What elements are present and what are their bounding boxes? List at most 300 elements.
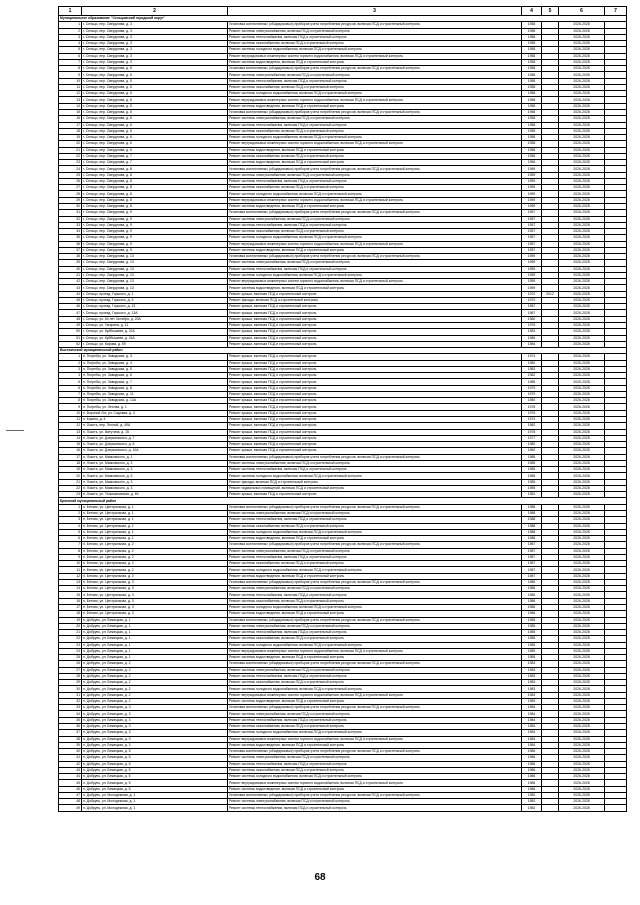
work-type-cell: Ремонт системы электроснабжения, включая ПСД и строительный контроль: [228, 586, 522, 592]
planned-period-cell: 2026-2028: [559, 122, 605, 128]
address-cell: п. Добрунь, ул. Бежецкая, д. 3: [82, 736, 228, 742]
planned-period-cell: 2026-2028: [559, 648, 605, 654]
address-cell: г. Сельцо, пер. Свердлова, д. 13: [82, 285, 228, 291]
row-number: 23: [59, 642, 82, 648]
planned-period-cell: 2026-2028: [559, 561, 605, 567]
work-type-cell: Ремонт крыши, включая ПСД и строительный контроль: [228, 410, 522, 416]
work-type-cell: Ремонт системы водоотведения, включая ПСД и строительный контроль: [228, 573, 522, 579]
row-number: 3: [59, 34, 82, 40]
planned-period-cell: 2026-2028: [559, 254, 605, 260]
work-type-cell: Ремонт крыши, включая ПСД и строительный контроль: [228, 385, 522, 391]
work-type-cell: Ремонт внутридомовых инженерных систем горячего водоснабжения, включая ПСД и строительный контроль: [228, 692, 522, 698]
row-number: 32: [59, 216, 82, 222]
row-number: 2: [59, 28, 82, 34]
address-cell: п. Локоть, ул. Тельмановская, д. 60: [82, 492, 228, 498]
row-number: 49: [59, 805, 82, 811]
address-cell: г. Сельцо, проезд. Горького, д. 3: [82, 297, 228, 303]
row-number: 30: [59, 686, 82, 692]
work-type-cell: Ремонт крыши, включая ПСД и строительный контроль: [228, 360, 522, 366]
row-number: 8: [59, 548, 82, 554]
work-type-cell: Ремонт крыши, включая ПСД и строительный контроль: [228, 404, 522, 410]
row-number: 52: [59, 341, 82, 347]
work-type-cell: Ремонт системы водоотведения, включая ПСД и строительный контроль: [228, 285, 522, 291]
planned-period-cell: 2026-2028: [559, 191, 605, 197]
year-built-cell: 1957: [522, 229, 542, 235]
year-built-cell: 1958: [522, 97, 542, 103]
planned-period-cell: 2026-2028: [559, 454, 605, 460]
address-cell: п. Локоть, ул. Дзержинского, д. 7: [82, 435, 228, 441]
row-number: 33: [59, 222, 82, 228]
year-built-cell: 1983: [522, 680, 542, 686]
row-number: 16: [59, 116, 82, 122]
work-type-cell: Ремонт системы электроснабжения, включая ПСД и строительный контроль: [228, 72, 522, 78]
work-type-cell: Ремонт системы газоснабжения, включая ПСД и строительный контроль: [228, 153, 522, 159]
year-built-cell: 1970: [522, 291, 542, 297]
year-built-cell: 1958: [522, 28, 542, 34]
planned-period-cell: 2026-2028: [559, 329, 605, 335]
planned-period-cell: 2026-2028: [559, 316, 605, 322]
address-cell: п. Локоть, ул. Маяковского, д. 3: [82, 460, 228, 466]
row-number: 6: [59, 536, 82, 542]
year-built-cell: 1959: [522, 254, 542, 260]
row-number: 4: [59, 41, 82, 47]
address-cell: г. Сельцо, пер. Свердлова, д. 8: [82, 178, 228, 184]
planned-period-cell: 2026-2028: [559, 141, 605, 147]
work-type-cell: Ремонт системы газоснабжения, включая ПСД и строительный контроль: [228, 561, 522, 567]
year-built-cell: 1986: [522, 786, 542, 792]
row-number: 34: [59, 711, 82, 717]
planned-period-cell: 2026-2028: [559, 366, 605, 372]
year-built-cell: 1983: [522, 667, 542, 673]
planned-period-cell: 2026-2028: [559, 178, 605, 184]
work-type-cell: Ремонт системы холодного водоснабжения, включая ПСД и строительный контроль: [228, 272, 522, 278]
row-number: 19: [59, 617, 82, 623]
row-number: 19: [59, 467, 82, 473]
row-number: 22: [59, 636, 82, 642]
work-type-cell: Установка коллективных (общедомовых) приборов учета потребления ресурсов, включая ПСД и строительный контроль: [228, 454, 522, 460]
row-number: 31: [59, 210, 82, 216]
planned-period-cell: 2026-2028: [559, 467, 605, 473]
address-cell: п. Погребы, ул. Заводская, д. 8: [82, 385, 228, 391]
address-cell: г. Сельцо, ул. Куйбышева, д. 22А: [82, 329, 228, 335]
row-number: 14: [59, 435, 82, 441]
work-type-cell: Ремонт системы газоснабжения, включая ПСД и строительный контроль: [228, 724, 522, 730]
year-built-cell: 1980: [522, 442, 542, 448]
work-type-cell: Ремонт внутридомовых инженерных систем горячего водоснабжения, включая ПСД и строительный контроль: [228, 141, 522, 147]
address-cell: г. Сельцо, пер. Свердлова, д. 5: [82, 66, 228, 72]
work-type-cell: Установка коллективных (общедомовых) приборов учета потребления ресурсов, включая ПСД и строительный контроль: [228, 22, 522, 28]
address-cell: п. Погребы, ул. Заводская, д. 13А: [82, 398, 228, 404]
work-type-cell: Ремонт крыши, включая ПСД и строительный контроль: [228, 448, 522, 454]
year-built-cell: 1974: [522, 354, 542, 360]
work-type-cell: Ремонт системы холодного водоснабжения, включая ПСД и строительный контроль: [228, 135, 522, 141]
planned-period-cell: 2026-2028: [559, 510, 605, 516]
year-built-cell: 1958: [522, 78, 542, 84]
planned-period-cell: 2026-2028: [559, 373, 605, 379]
work-type-cell: Установка коллективных (общедомовых) приборов учета потребления ресурсов, включая ПСД и строительный контроль: [228, 661, 522, 667]
planned-period-cell: 2026-2028: [559, 786, 605, 792]
planned-period-cell: 2026-2028: [559, 310, 605, 316]
address-cell: п. Добрунь, ул. Бежецкая, д. 3: [82, 705, 228, 711]
planned-period-cell: 2026-2028: [559, 774, 605, 780]
work-type-cell: Ремонт крыши, включая ПСД и строительный контроль: [228, 310, 522, 316]
year-built-cell: 1980: [522, 398, 542, 404]
row-number: 24: [59, 166, 82, 172]
row-number: 13: [59, 429, 82, 435]
work-type-cell: Ремонт системы теплоснабжения, включая ПСД и строительный контроль: [228, 467, 522, 473]
year-built-cell: 1957: [522, 235, 542, 241]
work-type-cell: Установка коллективных (общедомовых) приборов учета потребления ресурсов, включая ПСД и строительный контроль: [228, 749, 522, 755]
planned-period-cell: 2026-2028: [559, 686, 605, 692]
address-cell: г. Сельцо, пер. Свердлова, д. 3: [82, 53, 228, 59]
year-built-cell: 1984: [522, 341, 542, 347]
planned-period-cell: 2026-2028: [559, 379, 605, 385]
work-type-cell: Ремонт внутридомовых инженерных систем горячего водоснабжения, включая ПСД и строительный контроль: [228, 97, 522, 103]
planned-period-cell: 2026-2028: [559, 385, 605, 391]
planned-period-cell: 2026-2028: [559, 203, 605, 209]
work-type-cell: Ремонт крыши, включая ПСД и строительный контроль: [228, 417, 522, 423]
address-cell: г. Сельцо, проезд. Горького, д. 13: [82, 304, 228, 310]
year-built-cell: 1985: [522, 454, 542, 460]
work-type-cell: Ремонт системы холодного водоснабжения, включая ПСД и строительный контроль: [228, 642, 522, 648]
address-cell: п. Добрунь, ул. Бежецкая, д. 3: [82, 730, 228, 736]
row-number: 38: [59, 736, 82, 742]
year-built-cell: 1987: [522, 573, 542, 579]
address-cell: п. Добрунь, ул. Бежецкая, д. 5: [82, 786, 228, 792]
row-number: 26: [59, 661, 82, 667]
column-number-header: 3: [228, 7, 522, 16]
planned-period-cell: 2026-2028: [559, 536, 605, 542]
row-number: 3: [59, 517, 82, 523]
address-cell: г. Сельцо, пер. Свердлова, д. 6: [82, 109, 228, 115]
planned-period-cell: 2026-2028: [559, 404, 605, 410]
year-built-cell: 1986: [522, 749, 542, 755]
work-type-cell: Ремонт системы водоотведения, включая ПСД и строительный контроль: [228, 698, 522, 704]
year-built-cell: 1983: [522, 692, 542, 698]
planned-period-cell: 2026-2028: [559, 517, 605, 523]
row-number: 23: [59, 492, 82, 498]
year-built-cell: 1985: [522, 623, 542, 629]
work-type-cell: Ремонт системы газоснабжения, включая ПСД и строительный контроль: [228, 229, 522, 235]
row-number: 8: [59, 66, 82, 72]
address-cell: п. Бетово, ул. Центральная, д. 2: [82, 554, 228, 560]
year-built-cell: 1976: [522, 323, 542, 329]
address-cell: п. Локоть, ул. Дзержинского, д. 8: [82, 442, 228, 448]
year-built-cell: 1982: [522, 448, 542, 454]
work-type-cell: Ремонт системы электроснабжения, включая ПСД и строительный контроль: [228, 548, 522, 554]
year-built-cell: 1958: [522, 59, 542, 65]
planned-period-cell: 2026-2028: [559, 611, 605, 617]
work-type-cell: Ремонт крыши, включая ПСД и строительный контроль: [228, 291, 522, 297]
row-number: 20: [59, 623, 82, 629]
address-cell: п. Кокино, д. 4: [82, 417, 228, 423]
address-cell: п. Бетово, ул. Центральная, д. 3: [82, 598, 228, 604]
row-number: 45: [59, 297, 82, 303]
row-number: 15: [59, 109, 82, 115]
row-number: 34: [59, 229, 82, 235]
row-number: 41: [59, 272, 82, 278]
planned-period-cell: 2026-2028: [559, 109, 605, 115]
planned-period-cell: 2026-2028: [559, 448, 605, 454]
planned-period-cell: 2026-2028: [559, 692, 605, 698]
planned-period-cell: 2026-2028: [559, 460, 605, 466]
work-type-cell: Установка коллективных (общедомовых) приборов учета потребления ресурсов, включая ПСД и строительный контроль: [228, 542, 522, 548]
planned-period-cell: 2026-2028: [559, 279, 605, 285]
row-number: 37: [59, 730, 82, 736]
work-type-cell: Ремонт крыши, включая ПСД и строительный контроль: [228, 316, 522, 322]
planned-period-cell: 2026-2028: [559, 680, 605, 686]
work-type-cell: Ремонт крыши, включая ПСД и строительный контроль: [228, 442, 522, 448]
planned-period-cell: 2026-2028: [559, 304, 605, 310]
planned-period-cell: 2026-2028: [559, 429, 605, 435]
year-built-cell: 1956: [522, 153, 542, 159]
row-number: 46: [59, 786, 82, 792]
work-type-cell: Ремонт системы газоснабжения, включая ПСД и строительный контроль: [228, 680, 522, 686]
address-cell: г. Сельцо, пер. Свердлова, д. 9: [82, 210, 228, 216]
year-built-cell: 1983: [522, 686, 542, 692]
address-cell: г. Сельцо, ул. Куйбышева, д. 24А: [82, 335, 228, 341]
work-type-cell: Ремонт крыши, включая ПСД и строительный контроль: [228, 329, 522, 335]
row-number: 1: [59, 354, 82, 360]
section-title: Муниципальное образование "Сельцовский городской округ": [59, 16, 627, 22]
year-built-cell: 1986: [522, 592, 542, 598]
row-number: 1: [59, 22, 82, 28]
year-built-cell: 1958: [522, 109, 542, 115]
row-number: 13: [59, 97, 82, 103]
work-type-cell: Ремонт системы электроснабжения, включая ПСД и строительный контроль: [228, 116, 522, 122]
work-type-cell: Ремонт системы водоотведения, включая ПСД и строительный контроль: [228, 655, 522, 661]
year-built-cell: 1958: [522, 53, 542, 59]
year-built-cell: 1987: [522, 542, 542, 548]
year-built-cell: 1984: [522, 730, 542, 736]
planned-period-cell: 2026-2028: [559, 630, 605, 636]
work-type-cell: Ремонт системы теплоснабжения, включая ПСД и строительный контроль: [228, 178, 522, 184]
note-cell: [605, 805, 627, 811]
address-cell: г. Сельцо, пер. Свердлова, д. 9: [82, 216, 228, 222]
planned-period-cell: 2026-2028: [559, 792, 605, 798]
work-type-cell: Ремонт системы теплоснабжения, включая ПСД и строительный контроль: [228, 554, 522, 560]
row-number: 3: [59, 366, 82, 372]
work-type-cell: Ремонт системы теплоснабжения, включая ПСД и строительный контроль: [228, 222, 522, 228]
year-built-cell: 1984: [522, 717, 542, 723]
planned-period-cell: 2026-2028: [559, 623, 605, 629]
work-type-cell: Ремонт системы газоснабжения, включая ПСД и строительный контроль: [228, 84, 522, 90]
row-number: 17: [59, 454, 82, 460]
address-cell: п. Добрунь, ул. Бежецкая, д. 1: [82, 655, 228, 661]
year-built-cell: 1974: [522, 417, 542, 423]
planned-period-cell: 2026-2028: [559, 266, 605, 272]
year-built-cell: 1959: [522, 279, 542, 285]
renovation-schedule-table: [58, 6, 627, 812]
planned-period-cell: 2026-2028: [559, 504, 605, 510]
row-number: 7: [59, 391, 82, 397]
address-cell: п. Вороной Лог, ул. Садовая, д. 4: [82, 410, 228, 416]
address-cell: г. Сельцо, ул. Гагарина, д. 11: [82, 323, 228, 329]
row-number: 31: [59, 692, 82, 698]
address-cell: г. Сельцо, пер. Свердлова, д. 13: [82, 260, 228, 266]
work-type-cell: Ремонт системы водоотведения, включая ПСД и строительный контроль: [228, 742, 522, 748]
row-number: 6: [59, 53, 82, 59]
row-number: 20: [59, 141, 82, 147]
row-number: 21: [59, 630, 82, 636]
year-built-cell: 1983: [522, 329, 542, 335]
planned-period-cell: 2026-2028: [559, 47, 605, 53]
year-built-cell: 1983: [522, 698, 542, 704]
work-type-cell: Ремонт системы холодного водоснабжения, включая ПСД и строительный контроль: [228, 473, 522, 479]
planned-period-cell: 2026-2028: [559, 667, 605, 673]
year-built-cell: 1985: [522, 379, 542, 385]
year-built-cell: 1985: [522, 648, 542, 654]
work-type-cell: Установка коллективных (общедомовых) приборов учета потребления ресурсов, включая ПСД и строительный контроль: [228, 210, 522, 216]
row-number: 19: [59, 135, 82, 141]
planned-period-cell: 2026-2028: [559, 210, 605, 216]
address-cell: п. Бетово, ул. Центральная, д. 3: [82, 611, 228, 617]
address-cell: п. Добрунь, ул. Бежецкая, д. 3: [82, 711, 228, 717]
year-built-cell: 1986: [522, 598, 542, 604]
year-built-cell: 1984: [522, 736, 542, 742]
year-built-cell: 1985: [522, 460, 542, 466]
year-built-cell: 1985: [522, 617, 542, 623]
work-type-cell: Ремонт системы холодного водоснабжения, включая ПСД и строительный контроль: [228, 529, 522, 535]
year-built-cell: 1982: [522, 792, 542, 798]
address-cell: п. Бетово, ул. Центральная, д. 2: [82, 561, 228, 567]
planned-period-cell: 2026-2028: [559, 260, 605, 266]
address-cell: п. Локоть, ул. Дзержинского, д. 10А: [82, 448, 228, 454]
row-number: 36: [59, 724, 82, 730]
address-cell: п. Добрунь, ул. Бежецкая, д. 5: [82, 774, 228, 780]
address-cell: п. Бетово, ул. Центральная, д. 1: [82, 517, 228, 523]
year-built-cell: 1984: [522, 742, 542, 748]
year-built-cell: 1986: [522, 579, 542, 585]
address-cell: г. Сельцо, пер. Свердлова, д. 5: [82, 91, 228, 97]
row-number: 27: [59, 185, 82, 191]
work-type-cell: Установка коллективных (общедомовых) приборов учета потребления ресурсов, включая ПСД и строительный контроль: [228, 166, 522, 172]
address-cell: г. Сельцо, пер. Свердлова, д. 5: [82, 103, 228, 109]
planned-period-cell: 2026-2028: [559, 529, 605, 535]
year-built-cell: 1986: [522, 780, 542, 786]
planned-period-cell: 2026-2028: [559, 417, 605, 423]
work-type-cell: Ремонт системы водоотведения, включая ПСД и строительный контроль: [228, 611, 522, 617]
year-built-cell: 1956: [522, 160, 542, 166]
planned-period-cell: 2026-2028: [559, 548, 605, 554]
planned-period-cell: 2026-2028: [559, 116, 605, 122]
address-cell: г. Сельцо, пер. Свердлова, д. 9: [82, 229, 228, 235]
address-cell: г. Сельцо, пер. Свердлова, д. 3: [82, 34, 228, 40]
address-cell: г. Сельцо, пер. Свердлова, д. 5: [82, 84, 228, 90]
planned-period-cell: 2026-2028: [559, 323, 605, 329]
row-number: 17: [59, 604, 82, 610]
row-number: 29: [59, 680, 82, 686]
planned-period-cell: 2026-2028: [559, 523, 605, 529]
row-number: 16: [59, 598, 82, 604]
row-number: 4: [59, 373, 82, 379]
address-cell: г. Сельцо, пер. Свердлова, д. 3: [82, 47, 228, 53]
last-repair-year-cell: [542, 805, 559, 811]
column-number-header: 6: [559, 7, 605, 16]
planned-period-cell: 2026-2028: [559, 442, 605, 448]
row-number: 37: [59, 247, 82, 253]
planned-period-cell: 2026-2028: [559, 604, 605, 610]
work-type-cell: Ремонт внутридомовых инженерных систем горячего водоснабжения, включая ПСД и строительный контроль: [228, 279, 522, 285]
year-built-cell: 1983: [522, 661, 542, 667]
address-cell: г. Сельцо, пер. Свердлова, д. 8: [82, 172, 228, 178]
year-built-cell: 1988: [522, 529, 542, 535]
section-title: Брянский муниципальный район: [59, 498, 627, 504]
address-cell: п. Погребы, ул. Заводская, д. 11: [82, 391, 228, 397]
row-number: 13: [59, 579, 82, 585]
address-cell: г. Сельцо, пер. Свердлова, д. 7: [82, 153, 228, 159]
address-cell: п. Бетово, ул. Центральная, д. 2: [82, 548, 228, 554]
address-cell: п. Добрунь, ул. Бежецкая, д. 5: [82, 767, 228, 773]
year-built-cell: 1958: [522, 141, 542, 147]
row-number: 11: [59, 417, 82, 423]
year-built-cell: 1970: [522, 297, 542, 303]
work-type-cell: Ремонт системы электроснабжения, включая ПСД и строительный контроль: [228, 28, 522, 34]
row-number: 39: [59, 742, 82, 748]
address-cell: г. Сельцо, пер. Свердлова, д. 6: [82, 128, 228, 134]
address-cell: п. Бетово, ул. Центральная, д. 1: [82, 510, 228, 516]
address-cell: г. Сельцо, пер. Свердлова, д. 9: [82, 247, 228, 253]
row-number: 11: [59, 567, 82, 573]
year-built-cell: 1957: [522, 241, 542, 247]
year-built-cell: 1958: [522, 66, 542, 72]
page-number: 68: [314, 872, 326, 883]
row-number: 36: [59, 241, 82, 247]
year-built-cell: 1986: [522, 761, 542, 767]
planned-period-cell: 2026-2028: [559, 617, 605, 623]
row-number: 27: [59, 667, 82, 673]
planned-period-cell: 2026-2028: [559, 799, 605, 805]
year-built-cell: 1958: [522, 41, 542, 47]
work-type-cell: Ремонт системы теплоснабжения, включая ПСД и строительный контроль: [228, 517, 522, 523]
planned-period-cell: 2026-2028: [559, 272, 605, 278]
work-type-cell: Ремонт системы водоотведения, включая ПСД и строительный контроль: [228, 160, 522, 166]
planned-period-cell: 2026-2028: [559, 341, 605, 347]
work-type-cell: Ремонт системы теплоснабжения, включая ПСД и строительный контроль: [228, 34, 522, 40]
year-built-cell: 1957: [522, 210, 542, 216]
work-type-cell: Ремонт системы газоснабжения, включая ПСД и строительный контроль: [228, 41, 522, 47]
year-built-cell: 1985: [522, 630, 542, 636]
address-cell: г. Сельцо, пер. Свердлова, д. 3: [82, 28, 228, 34]
year-built-cell: 1981: [522, 492, 542, 498]
address-cell: п. Добрунь, ул. Молодежная, д. 1: [82, 792, 228, 798]
planned-period-cell: 2026-2028: [559, 492, 605, 498]
planned-period-cell: 2026-2028: [559, 636, 605, 642]
address-cell: п. Локоть, ул. Маяковского, д. 3: [82, 479, 228, 485]
planned-period-cell: 2026-2028: [559, 72, 605, 78]
planned-period-cell: 2026-2028: [559, 805, 605, 811]
address-cell: г. Сельцо, пер. Свердлова, д. 13: [82, 266, 228, 272]
planned-period-cell: 2026-2028: [559, 128, 605, 134]
year-built-cell: 1959: [522, 166, 542, 172]
year-built-cell: 1958: [522, 135, 542, 141]
row-number: 38: [59, 254, 82, 260]
row-number: 1: [59, 504, 82, 510]
row-number: 21: [59, 147, 82, 153]
year-built-cell: 1959: [522, 191, 542, 197]
year-built-cell: 1986: [522, 767, 542, 773]
year-built-cell: 1958: [522, 116, 542, 122]
row-number: 7: [59, 59, 82, 65]
address-cell: п. Погребы, ул. Заводская, д. 7: [82, 379, 228, 385]
address-cell: п. Локоть, пер. Лесной, д. 49А: [82, 423, 228, 429]
planned-period-cell: 2026-2028: [559, 59, 605, 65]
table-row: [59, 805, 627, 811]
planned-period-cell: 2026-2028: [559, 135, 605, 141]
year-built-cell: 1985: [522, 479, 542, 485]
row-number: 39: [59, 260, 82, 266]
address-cell: п. Добрунь, ул. Бежецкая, д. 1: [82, 636, 228, 642]
